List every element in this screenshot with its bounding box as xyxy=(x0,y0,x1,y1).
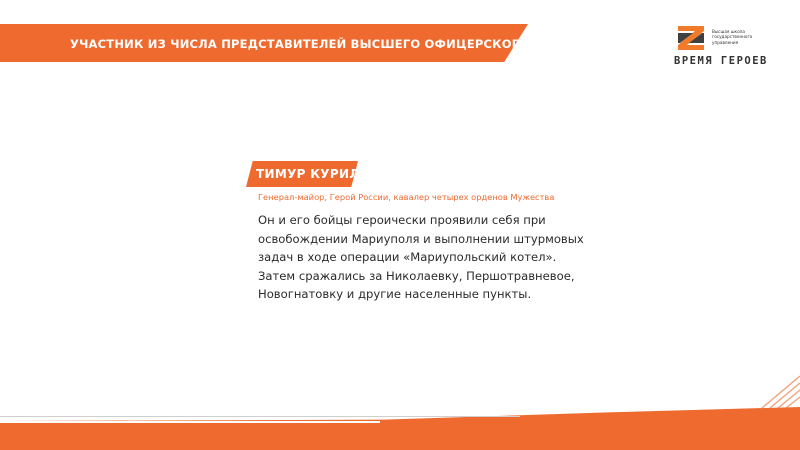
bio-line: Он и его бойцы героически проявили себя при xyxy=(258,213,546,227)
footer-divider xyxy=(0,416,520,417)
z-logo-icon xyxy=(676,24,706,52)
bio-line: задач в ходе операции «Мариупольский котел». xyxy=(258,250,557,265)
profile-bio xyxy=(258,211,588,304)
logo-caption-line: Высшая школа xyxy=(712,29,745,34)
footer-band xyxy=(0,425,800,450)
bio-line: освобождении Мариуполя и выполнении штурмовых xyxy=(258,231,584,246)
bio-line: Новогнатовку и другие населенные пункты. xyxy=(258,287,532,302)
header-banner-text: УЧАСТНИК ИЗ ЧИСЛА ПРЕДСТАВИТЕЛЕЙ ВЫСШЕГО ОФИЦЕРСКОГО СОСТАВА xyxy=(70,37,596,51)
footer-accent-line xyxy=(0,421,380,423)
decorative-hatch-icon xyxy=(752,368,800,408)
bio-line: Затем сражались за Николаевку, Першотравневое, xyxy=(258,268,575,283)
logo-title: ВРЕМЯ ГЕРОЕВ xyxy=(674,55,768,67)
profile-name: ТИМУР КУРИЛКИН xyxy=(256,167,391,181)
logo-caption xyxy=(712,29,752,45)
logo-caption-line: управления xyxy=(712,39,739,45)
profile-subtitle: Генерал-майор, Герой России, кавалер четырех орденов Мужества xyxy=(258,192,555,202)
logo-caption-line: государственного xyxy=(712,34,753,40)
logo xyxy=(672,24,782,70)
